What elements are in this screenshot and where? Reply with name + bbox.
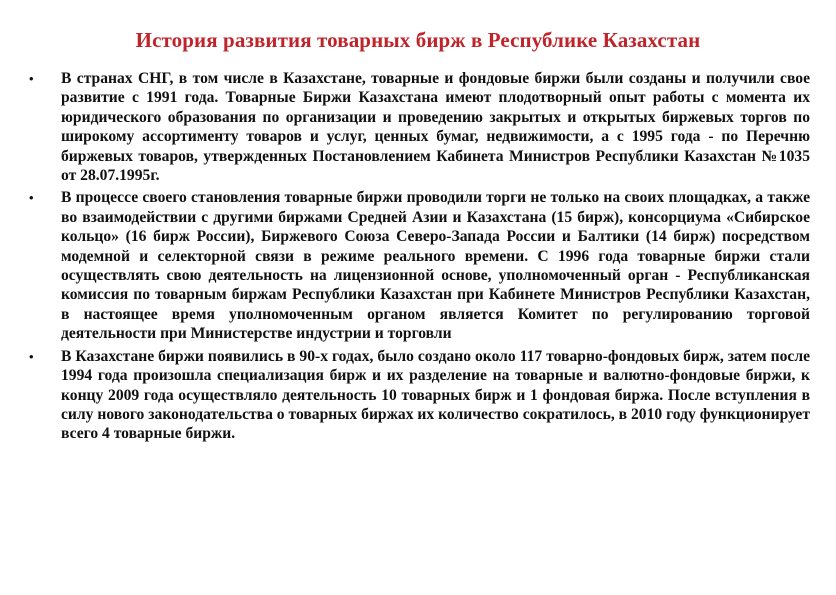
bullet-text: В процессе своего становления товарные биржи проводили торги не только на своих площадках, а также во взаимодействии с другими биржами Средней Азии и Казахстана (15 бирж), консорциума «Сибирское кольцо» (16 бирж России), Биржевого Союза Северо-Запада России и Балтики (14 бирж) посредством модемной и селекторной связи в режиме реального времени. С 1996 года товарные биржи стали осуществлять свою деятельность на лицензионной основе, уполномоченный орган - Республиканская комиссия по товарным биржам Республики Казахстан при Кабинете Министров Республики Казахстан, в настоящее время уполномоченным органом является Комитет по регулированию торговой деятельности при Министерстве индустрии и торговли: [61, 189, 810, 343]
bullet-text: В Казахстане биржи появились в 90-х годах, было создано около 117 товарно-фондовых бирж, затем после 1994 года произошла специализация бирж и их разделение на товарные и валютно-фондовые биржи, к концу 2009 года осуществляло деятельность 10 товарных бирж и 1 фондовая биржа. После вступления в силу нового законодательства о товарных биржах их количество сократилось, в 2010 году функционирует всего 4 товарные биржи.: [61, 347, 810, 443]
bullet-item: [28, 69, 810, 185]
slide-title: История развития товарных бирж в Республике Казахстан: [135, 28, 701, 52]
bullet-list: [28, 69, 810, 447]
bullet-item: [28, 347, 810, 444]
bullet-item: [28, 188, 810, 343]
bullet-text: В странах СНГ, в том числе в Казахстане, товарные и фондовые биржи были созданы и получили свое развитие с 1991 года. Товарные Биржи Казахстана имеют плодотворный опыт работы с момента их юридического образования по организации и проведению закрытых и открытых биржевых торгов по широкому ассортименту товаров и услуг, ценных бумаг, недвижимости, а с 1995 года - по Перечню биржевых товаров, утвержденных Постановлением Кабинета Министров Республики Казахстан №1035 от 28.07.1995г.: [61, 70, 810, 185]
bullet-icon: •: [29, 348, 34, 364]
bullet-icon: •: [29, 190, 34, 206]
bullet-icon: •: [29, 71, 34, 86]
